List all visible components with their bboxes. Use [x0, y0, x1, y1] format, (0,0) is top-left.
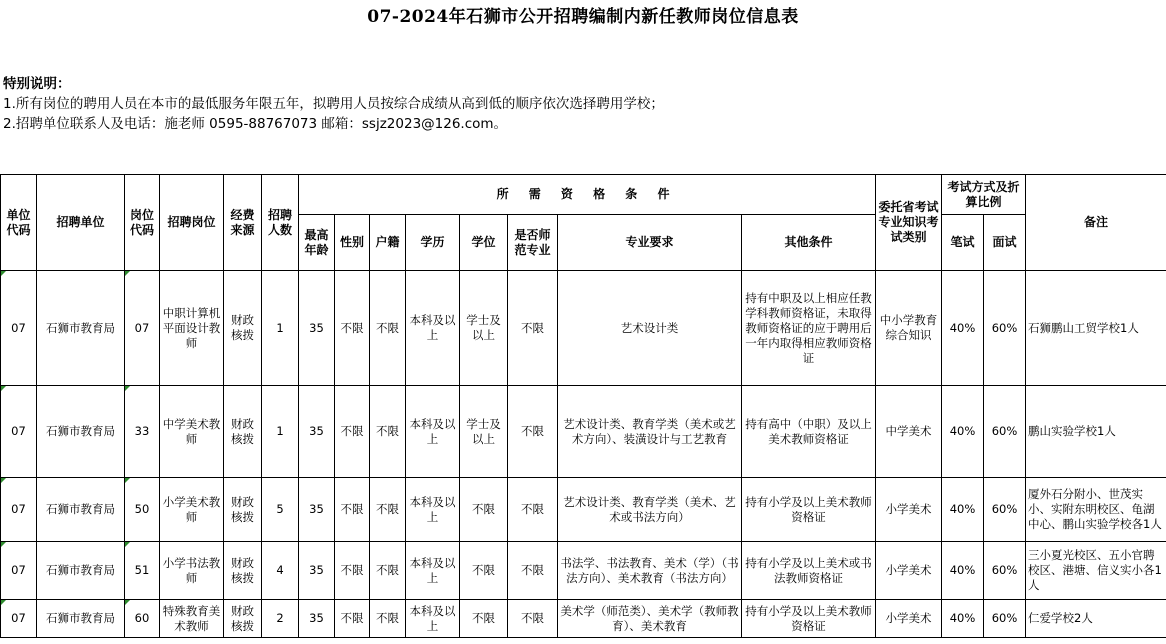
notes-line-1: 1.所有岗位的聘用人员在本市的最低服务年限五年，拟聘用人员按综合成绩从高到低的顺序依次选择聘用学校； [3, 96, 664, 112]
cell-normal-major: 不限 [508, 386, 558, 478]
table-row [1, 600, 1166, 638]
notes-heading: 特别说明： [3, 76, 71, 92]
cell-unit-code: 07 [1, 542, 37, 600]
header-gender: 性别 [335, 215, 370, 271]
header-post: 招聘岗位 [160, 175, 224, 271]
cell-education: 本科及以上 [406, 386, 460, 478]
cell-count: 1 [262, 386, 299, 478]
cell-post-code: 33 [125, 386, 160, 478]
cell-hukou: 不限 [370, 478, 406, 542]
cell-gender: 不限 [335, 478, 370, 542]
cell-post: 小学美术教师 [160, 478, 224, 542]
cell-hukou: 不限 [370, 386, 406, 478]
cell-other: 持有小学及以上美术教师资格证 [742, 478, 876, 542]
cell-post-code: 51 [125, 542, 160, 600]
cell-degree: 学士及以上 [460, 271, 508, 386]
cell-exam-category: 中学美术 [876, 386, 942, 478]
cell-gender: 不限 [335, 271, 370, 386]
cell-unit: 石狮市教育局 [37, 600, 125, 638]
cell-funding: 财政核拨 [224, 386, 262, 478]
header-written: 笔试 [942, 215, 984, 271]
cell-major: 艺术设计类、教育学类（美术或艺术方向）、装潢设计与工艺教育 [558, 386, 742, 478]
page-title: 07-2024年石狮市公开招聘编制内新任教师岗位信息表 [367, 7, 799, 27]
cell-gender: 不限 [335, 386, 370, 478]
cell-major: 艺术设计类、教育学类（美术、艺术或书法方向） [558, 478, 742, 542]
cell-remarks: 仁爱学校2人 [1026, 600, 1166, 638]
cell-post: 中职计算机平面设计教师 [160, 271, 224, 386]
cell-gender: 不限 [335, 542, 370, 600]
cell-interview: 60% [984, 478, 1026, 542]
cell-unit: 石狮市教育局 [37, 542, 125, 600]
header-remarks: 备注 [1026, 175, 1166, 271]
cell-major: 美术学（师范类）、美术学（教师教育）、美术教育 [558, 600, 742, 638]
cell-post-code: 07 [125, 271, 160, 386]
cell-exam-category: 小学美术 [876, 600, 942, 638]
header-exam-category: 委托省考试专业知识考试类别 [876, 175, 942, 271]
cell-normal-major: 不限 [508, 542, 558, 600]
header-unit: 招聘单位 [37, 175, 125, 271]
cell-post: 小学书法教师 [160, 542, 224, 600]
cell-major: 艺术设计类 [558, 271, 742, 386]
header-education: 学历 [406, 215, 460, 271]
cell-written: 40% [942, 386, 984, 478]
notes-line-2: 2.招聘单位联系人及电话：施老师 0595-88767073 邮箱：ssjz2023@126.com。 [3, 116, 508, 132]
cell-hukou: 不限 [370, 271, 406, 386]
cell-unit-code: 07 [1, 386, 37, 478]
cell-education: 本科及以上 [406, 271, 460, 386]
cell-post: 中学美术教师 [160, 386, 224, 478]
cell-other: 持有小学及以上美术教师资格证 [742, 600, 876, 638]
cell-post-code: 60 [125, 600, 160, 638]
cell-count: 1 [262, 271, 299, 386]
cell-written: 40% [942, 542, 984, 600]
cell-count: 4 [262, 542, 299, 600]
cell-degree: 学士及以上 [460, 386, 508, 478]
header-normal-major: 是否师范专业 [508, 215, 558, 271]
header-qualifications: 所 需 资 格 条 件 [299, 175, 876, 215]
header-unit-code: 单位代码 [1, 175, 37, 271]
cell-interview: 60% [984, 271, 1026, 386]
cell-education: 本科及以上 [406, 478, 460, 542]
cell-remarks: 石狮鹏山工贸学校1人 [1026, 271, 1166, 386]
header-max-age: 最高年龄 [299, 215, 335, 271]
cell-education: 本科及以上 [406, 542, 460, 600]
cell-remarks: 鹏山实验学校1人 [1026, 386, 1166, 478]
cell-max-age: 35 [299, 271, 335, 386]
cell-funding: 财政核拨 [224, 271, 262, 386]
table-row [1, 386, 1166, 478]
cell-unit: 石狮市教育局 [37, 386, 125, 478]
cell-funding: 财政核拨 [224, 600, 262, 638]
cell-interview: 60% [984, 386, 1026, 478]
header-funding: 经费来源 [224, 175, 262, 271]
header-post-code: 岗位代码 [125, 175, 160, 271]
cell-unit: 石狮市教育局 [37, 478, 125, 542]
header-hukou: 户籍 [370, 215, 406, 271]
header-degree: 学位 [460, 215, 508, 271]
cell-count: 5 [262, 478, 299, 542]
table-row [1, 542, 1166, 600]
cell-other: 持有小学及以上美术或书法教师资格证 [742, 542, 876, 600]
header-exam-method: 考试方式及折算比例 [942, 175, 1026, 215]
header-other: 其他条件 [742, 215, 876, 271]
cell-education: 本科及以上 [406, 600, 460, 638]
cell-count: 2 [262, 600, 299, 638]
cell-degree: 不限 [460, 542, 508, 600]
cell-normal-major: 不限 [508, 478, 558, 542]
header-interview: 面试 [984, 215, 1026, 271]
cell-major: 书法学、书法教育、美术（学）（书法方向）、美术教育（书法方向） [558, 542, 742, 600]
cell-remarks: 厦外石分附小、世茂实小、实附东明校区、龟湖中心、鹏山实验学校各1人 [1026, 478, 1166, 542]
cell-funding: 财政核拨 [224, 478, 262, 542]
cell-other: 持有中职及以上相应任教学科教师资格证，未取得教师资格证的应于聘用后一年内取得相应教师资格证 [742, 271, 876, 386]
cell-written: 40% [942, 600, 984, 638]
cell-interview: 60% [984, 600, 1026, 638]
cell-unit: 石狮市教育局 [37, 271, 125, 386]
cell-post: 特殊教育美术教师 [160, 600, 224, 638]
cell-exam-category: 中小学教育综合知识 [876, 271, 942, 386]
cell-funding: 财政核拨 [224, 542, 262, 600]
cell-unit-code: 07 [1, 478, 37, 542]
cell-max-age: 35 [299, 478, 335, 542]
cell-degree: 不限 [460, 478, 508, 542]
table-row [1, 271, 1166, 386]
cell-gender: 不限 [335, 600, 370, 638]
cell-written: 40% [942, 478, 984, 542]
header-count: 招聘人数 [262, 175, 299, 271]
cell-normal-major: 不限 [508, 600, 558, 638]
cell-remarks: 三小夏光校区、五小官聘校区、港塘、信义实小各1人 [1026, 542, 1166, 600]
table-row [1, 478, 1166, 542]
cell-normal-major: 不限 [508, 271, 558, 386]
cell-degree: 不限 [460, 600, 508, 638]
cell-other: 持有高中（中职）及以上美术教师资格证 [742, 386, 876, 478]
cell-hukou: 不限 [370, 542, 406, 600]
cell-max-age: 35 [299, 386, 335, 478]
special-notes [3, 74, 664, 134]
cell-max-age: 35 [299, 542, 335, 600]
cell-hukou: 不限 [370, 600, 406, 638]
cell-written: 40% [942, 271, 984, 386]
header-major: 专业要求 [558, 215, 742, 271]
cell-exam-category: 小学美术 [876, 478, 942, 542]
cell-post-code: 50 [125, 478, 160, 542]
cell-unit-code: 07 [1, 271, 37, 386]
positions-table [0, 174, 1166, 638]
cell-max-age: 35 [299, 600, 335, 638]
cell-interview: 60% [984, 542, 1026, 600]
cell-unit-code: 07 [1, 600, 37, 638]
cell-exam-category: 小学美术 [876, 542, 942, 600]
